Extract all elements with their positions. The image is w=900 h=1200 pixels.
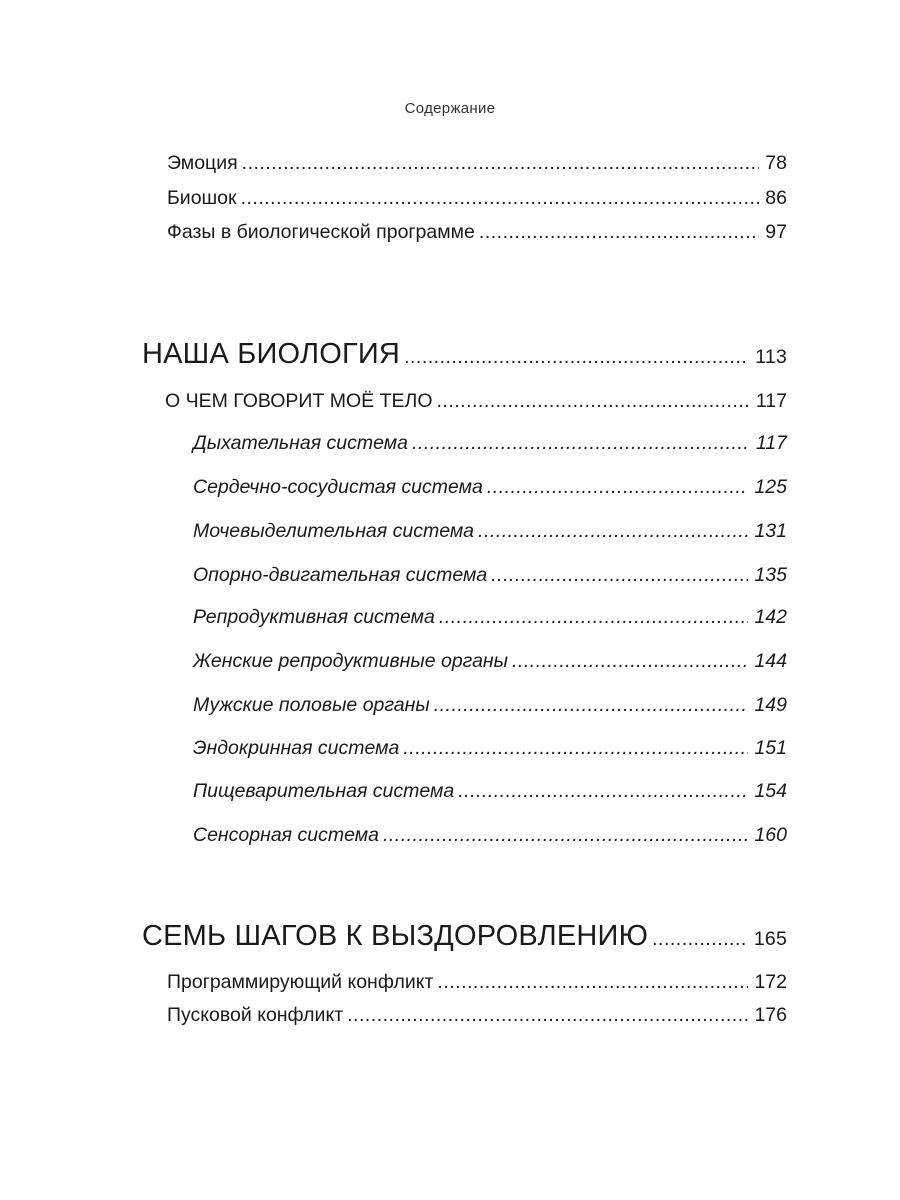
toc-entry-emotion[interactable] [167,152,787,175]
dot-leader [512,650,748,673]
toc-section[interactable] [193,824,787,847]
dot-leader [403,737,748,760]
toc-section-title: Пищеварительная система [193,780,455,802]
toc-section[interactable] [193,737,787,760]
dot-leader [652,928,748,951]
toc-section[interactable] [193,520,787,543]
toc-entry-trigger-conflict[interactable] [167,1004,787,1027]
toc-entry-page: 86 [765,187,787,209]
toc-section-page: 151 [754,737,787,759]
toc-entry-bioshock[interactable] [167,187,787,210]
toc-section-page: 144 [754,650,787,672]
dot-leader [491,564,748,587]
toc-entry-page: 97 [765,221,787,243]
toc-section[interactable] [193,650,787,673]
toc-entry-title: Биошок [167,187,237,209]
toc-entry-title: Пусковой конфликт [167,1004,344,1026]
toc-entry-page: 78 [765,152,787,174]
toc-section[interactable] [193,780,787,803]
dot-leader [479,221,759,244]
toc-section-page: 135 [754,564,787,586]
toc-chapter-page: 117 [755,390,787,412]
dot-leader [241,187,760,210]
toc-part-title: СЕМЬ ШАГОВ К ВЫЗДОРОВЛЕНИЮ [142,920,649,952]
toc-section-title: Сенсорная система [193,824,379,846]
toc-entry-phases[interactable] [167,221,787,244]
toc-section[interactable] [193,564,787,587]
toc-section-title: Опорно-двигательная система [193,564,488,586]
dot-leader [383,824,749,847]
toc-section-title: Эндокринная система [193,737,400,759]
toc-entry-title: Программирующий конфликт [167,971,434,993]
toc-section-title: Мочевыделительная система [193,520,475,542]
toc-entry-page: 176 [754,1004,787,1026]
toc-entry-title: Фазы в биологической программе [167,221,475,243]
toc-section[interactable] [193,476,787,499]
toc-section-page: 142 [754,606,787,628]
dot-leader [458,780,748,803]
toc-section-title: Дыхательная система [193,432,408,454]
toc-section[interactable] [193,432,787,455]
toc-section[interactable] [193,694,787,717]
dot-leader [439,606,749,629]
toc-section-title: Мужские половые органы [193,694,430,716]
dot-leader [487,476,749,499]
toc-part-title: НАША БИОЛОГИЯ [142,338,401,370]
dot-leader [437,971,748,994]
dot-leader [242,152,760,175]
toc-entry-page: 172 [754,971,787,993]
toc-section-title: Репродуктивная система [193,606,435,628]
toc-part-page: 113 [755,346,787,368]
dot-leader [412,432,750,455]
running-head: Содержание [404,100,496,117]
dot-leader [434,694,749,717]
toc-part-our-biology[interactable] [142,338,787,371]
toc-section-page: 149 [754,694,787,716]
toc-section-title: Женские репродуктивные органы [193,650,508,672]
toc-part-seven-steps[interactable] [142,920,787,953]
toc-section-page: 154 [754,780,787,802]
dot-leader [404,346,749,369]
toc-section-page: 131 [754,520,787,542]
toc-section[interactable] [193,606,787,629]
dot-leader [478,520,748,543]
toc-part-page: 165 [753,928,787,950]
toc-chapter-body-speaks[interactable] [165,390,787,413]
dot-leader [347,1004,748,1027]
toc-section-page: 125 [754,476,787,498]
toc-section-title: Сердечно-сосудистая система [193,476,483,498]
toc-section-page: 160 [754,824,787,846]
dot-leader [437,390,750,413]
toc-section-page: 117 [755,432,787,454]
toc-entry-title: Эмоция [167,152,238,174]
toc-entry-programming-conflict[interactable] [167,971,787,994]
toc-chapter-title: О ЧЕМ ГОВОРИТ МОЁ ТЕЛО [165,390,433,412]
